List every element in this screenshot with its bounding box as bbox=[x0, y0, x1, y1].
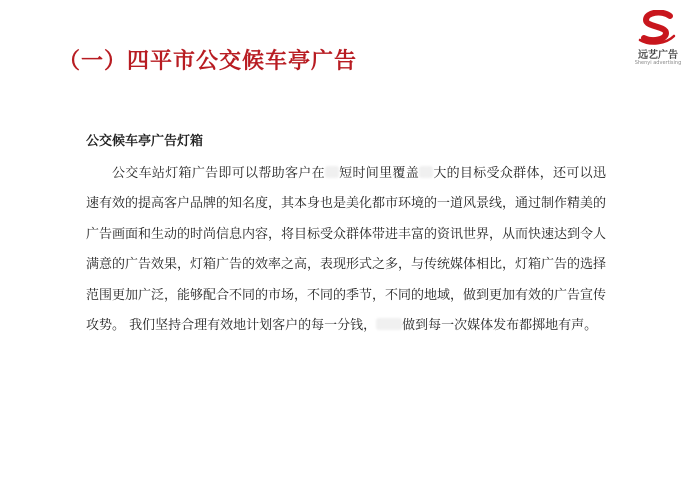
body-text-segment: 短时间里覆盖 bbox=[338, 166, 420, 181]
company-logo bbox=[626, 10, 690, 68]
section-heading: 公交候车亭广告灯箱 bbox=[86, 134, 204, 149]
body-paragraph bbox=[86, 159, 606, 341]
redaction-blur bbox=[419, 166, 433, 178]
redaction-blur bbox=[325, 166, 339, 178]
redaction-blur bbox=[376, 318, 402, 330]
logo-name-en: Shenyi advertising bbox=[634, 60, 682, 66]
content-section bbox=[86, 130, 606, 341]
logo-mark-icon bbox=[636, 10, 680, 46]
body-text-segment: 公交车站灯箱广告即可以帮助客户在 bbox=[112, 166, 325, 181]
logo-name-cn: 远艺广告 bbox=[638, 50, 678, 61]
slide-title: （一）四平市公交候车亭广告 bbox=[58, 49, 358, 74]
body-text-segment: 大的目标受众群体，还可以迅速有效的提高客户品牌的知名度，其本身也是美化都市环境的一道风景线，通过制作精美的广告画面和生动的时尚信息内容，将目标受众群体带进丰富的资讯世界，从而快速达到令人满意的广告效果，灯箱广告的效率之高，表现形式之多，与传统媒体相比，灯箱广告的选择范围更加广泛，能够配合不同的市场，不同的季节，不同的地域，做到更加有效的广告宣传攻势。 我们坚持合理有效地计划客户的每一分钱， bbox=[86, 166, 607, 334]
body-text-segment: 做到每一次媒体发布都掷地有声。 bbox=[402, 318, 598, 334]
